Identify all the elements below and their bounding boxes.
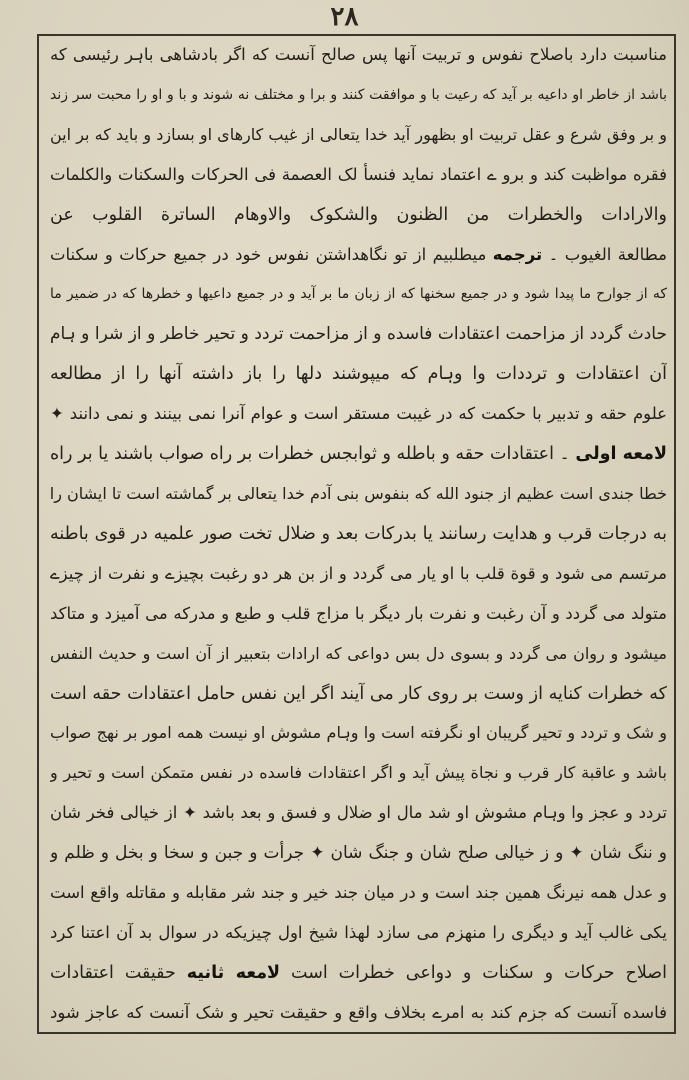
text-block: [46, 40, 671, 1028]
text-line: یکی غالب آید و دیگری را منهزم می سازد لهذا شیخ اول چیزیکه در سوال بد آن اعتنا کرد: [50, 922, 667, 942]
line-text: اصلاح حرکات و سکنات و دواعی خطرات است: [291, 962, 667, 983]
text-line: و بر وفق شرع و عقل تربیت او بظهور آید خدا یتعالی از غیب کارهای او بسازد و باید که بر این: [50, 124, 667, 144]
text-line: متولد می گردد و آن رغبت و نفرت بار دیگر با مزاج قلب و طبع و مدرکه می آمیزد و متاکد: [50, 603, 667, 623]
section-heading: ترجمه: [492, 244, 543, 264]
section-heading: لامعه ثانیه: [186, 962, 281, 983]
text-line: [50, 441, 667, 467]
text-line: و شک و تردد و تحیر گریبان او نگرفته است وا وہام مشوش او نیست همه امور بر نهج صواب: [50, 723, 667, 743]
text-line: که از جوارح ما پیدا شود و در جمیع سخنها که از زبان ما بر آید و در جمیع داعیها و خطرها که در ضمیر ما: [50, 286, 667, 303]
text-line: خطا جندی است عظیم از جنود الله که بنفوس بنی آدم خدا یتعالی بر گماشته است تا ایشان را: [50, 483, 667, 503]
text-line: مرتسم می شود و قوة قلب با او یار می گردد و از بن هر دو رغبت بچیزے و نفرت از چیزے: [50, 563, 667, 583]
text-line: و عدل همه نیرنگ همین جند است و در میان جند خیر و جند شر مقابله و مقاتله واقع است: [50, 883, 667, 903]
text-line: فقره مواظبت کند و برو ے اعتماد نماید فنسأ لک العصمة فی الحرکات والسکنات والکلمات: [50, 164, 667, 184]
text-line: تردد و عجز وا وہام مشوش او شد مال او ضلال و فسق و بعد باشد ✦ از خیالی فخر شان: [50, 803, 667, 823]
text-line: و ننگ شان ✦ و ز خیالی صلح شان و جنگ شان ✦ جرأت و جبن و سخا و بخل و ظلم و: [50, 843, 667, 864]
text-line: باشد از خاطر او داعیه بر آید که رعیت با و موافقت کنند و برا و مختلف نه شوند و با و او را محبت سر زند: [50, 86, 667, 103]
text-line: باشد و عاقبة کار قرب و نجاة پیش آید و اگر اعتقادات فاسده در نفس متمکن است و تحیر و: [50, 763, 667, 783]
text-line: [50, 960, 667, 986]
line-text: میطلبیم از تو نگاهداشتن نفوس خود در جمیع حرکات و سکنات: [50, 244, 493, 264]
text-line: حادث گردد از مزاحمت اعتقادات فاسده و از مزاحمت تردد و تحیر خاطر و از شرا و ہام: [50, 324, 667, 345]
text-line: آن اعتقادات و ترددات وا وہام که میپوشند دلها را باز داشته آنها را از مطالعه: [50, 364, 667, 385]
text-line: میشود و روان می گردد و بسوی دل بس دواعی که ارادات بتعبیر از آن است و حدیث النفس: [50, 643, 667, 663]
text-line: مناسبت دارد باصلاح نفوس و تربیت آنها پس صالح آنست که اگر بادشاهی باہر رئیسی که: [50, 45, 667, 64]
line-text: مطالعة الغیوب ۔: [548, 244, 667, 264]
text-line: که خطرات کنایه از وست بر روی کار می آیند اگر این نفس حامل اعتقادات حقه است: [50, 683, 667, 704]
text-line: علوم حقه و تدبیر با حکمت که در غیبت مستقر است و عوام آنرا نمی بینند و نمی دانند ✦: [50, 404, 667, 424]
line-text: ۔ اعتقادات حقه و باطله و ثوابجس خطرات بر راه صواب باشند یا بر راه: [50, 444, 576, 465]
page-number: ۲۸: [330, 2, 359, 32]
text-line: والارادات والخطرات من الظنون والشکوک والاوهام الساترة القلوب عن: [50, 204, 667, 225]
text-line: [50, 242, 667, 268]
text-line: به درجات قرب و هدایت رسانند یا بدرکات بعد و ضلال تخت صور علمیه در قوی باطنه: [50, 523, 667, 544]
text-line: فاسده آنست که جزم کند به امرے بخلاف واقع و حقیقت تحیر و شک آنست که عاجز شود: [50, 1002, 667, 1022]
section-heading: لامعه اولی: [575, 444, 667, 465]
line-text: حقیقت اعتقادات: [50, 962, 187, 983]
